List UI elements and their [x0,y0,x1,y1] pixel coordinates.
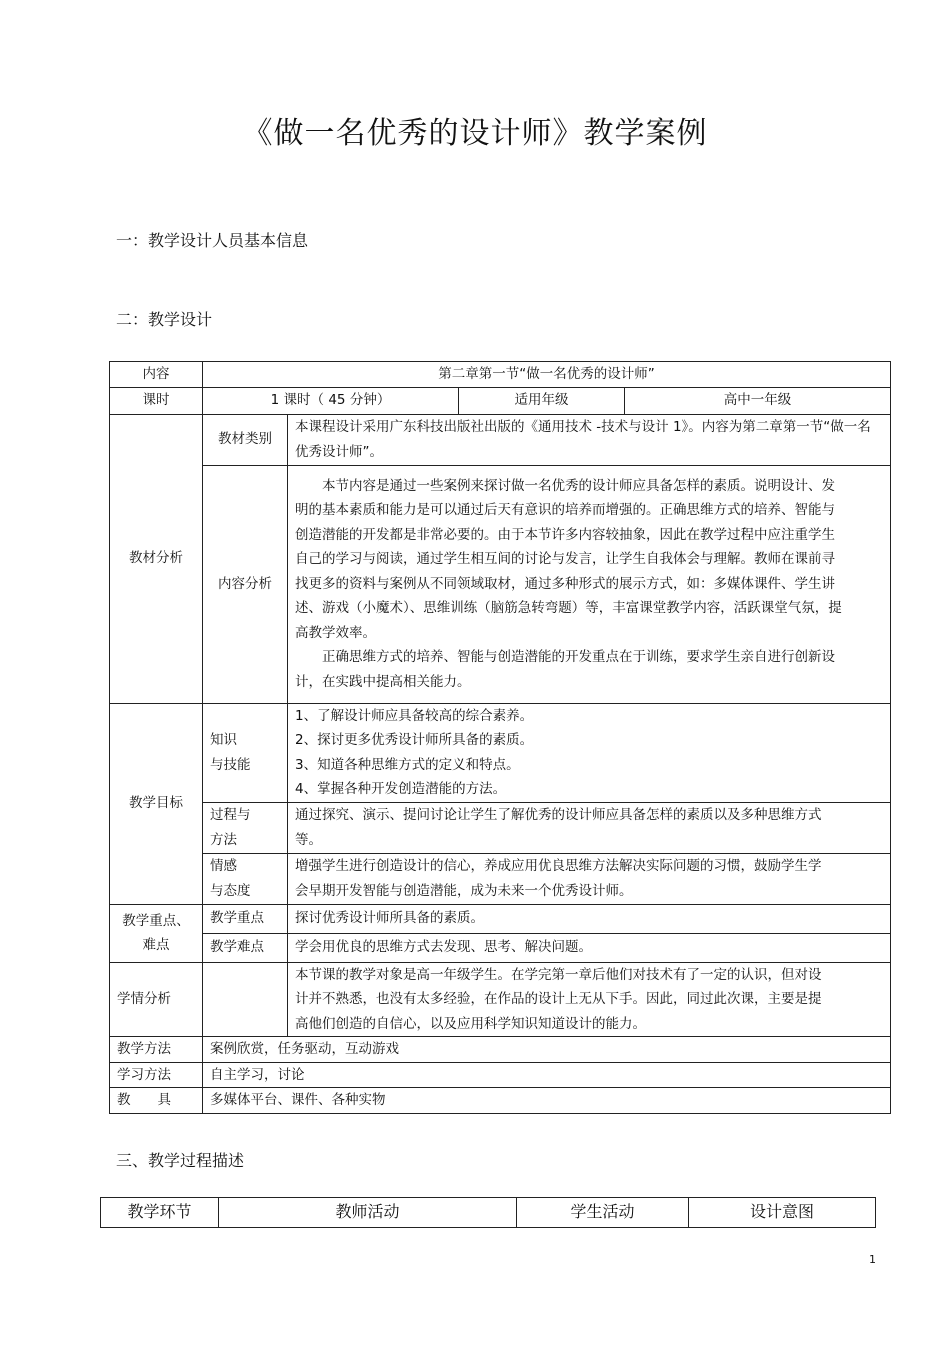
diff-label: 教学难点 [203,933,288,962]
goals-label: 教学目标 [110,703,203,904]
content-value: 第二章第一节“做一名优秀的设计师” [203,362,891,388]
content-analysis-cell [288,465,891,703]
material-type-label: 教材类别 [203,414,288,465]
knowledge-label-line-1: 知识 [210,732,237,748]
row-learn [110,1062,891,1088]
grade-value: 高中一年级 [625,387,891,414]
key-diff-label-line-2: 难点 [142,937,170,953]
process-header-teacher: 教师活动 [219,1198,517,1228]
process-table-header-row [101,1198,876,1228]
row-hours [110,387,891,414]
page-title: 《做一名优秀的设计师》教学案例 [242,116,708,151]
row-material-type [110,414,891,465]
row-method [110,1037,891,1063]
knowledge-item: 3、知道各种思维方式的定义和特点。 [295,756,520,773]
row-process [110,802,891,853]
row-content-analysis [110,465,891,703]
content-analysis-paragraph-2: 正确思维方式的培养、智能与创造潜能的开发重点在于训练，要求学生亲自进行创新设计，在实践中提高相关能力。 [295,649,835,690]
tools-label: 教 具 [110,1088,203,1114]
knowledge-list [288,703,891,802]
student-empty-cell [203,962,288,1037]
row-content [110,362,891,388]
key-diff-label-line-1: 教学重点、 [122,912,190,929]
process-label-line-2: 方法 [210,831,237,848]
process-value: 通过探究、演示、提问讨论让学生了解优秀的设计师应具备怎样的素质以及多种思维方式等。 [288,802,891,853]
method-value: 案例欣赏，任务驱动，互动游戏 [203,1037,891,1063]
page-number: 1 [869,1253,876,1266]
student-label: 学情分析 [110,962,203,1037]
content-analysis-label: 内容分析 [203,465,288,703]
row-student [110,962,891,1037]
diff-value: 学会用优良的思维方式去发现、思考、解决问题。 [288,933,891,962]
section-heading-2: 二：教学设计 [116,310,213,329]
design-table [109,361,891,1114]
material-analysis-label: 教材分析 [110,414,203,703]
learn-label: 学习方法 [110,1062,203,1088]
section-heading-3: 三、教学过程描述 [116,1151,245,1170]
process-table [100,1197,876,1228]
process-header-student: 学生活动 [517,1198,689,1228]
row-key-point [110,904,891,933]
content-analysis-paragraph-1: 本节内容是通过一些案例来探讨做一名优秀的设计师应具备怎样的素质。说明设计、发明的基本素质和能力是可以通过后天有意识的培养而增强的。正确思维方式的培养、智能与创造潜能的开发都是非常必要的。由于本节许多内容较抽象，因此在教学过程中应注重学生自己的学习与阅读，通过学生相互间的讨论与发言，让学生自我体会与理解。教师在课前寻找更多的资料与案例从不同领域取材，通过多种形式的展示方式，如：多媒体课件、学生讲述、游戏（小魔术）、思维训练（脑筋急转弯题）等，丰富课堂教学内容，活跃课堂气氛，提高教学效率。 [295,477,842,641]
emotion-label-line-2: 与态度 [210,882,251,899]
key-diff-label [110,904,203,962]
process-header-stage: 教学环节 [101,1198,219,1228]
knowledge-label [203,703,288,802]
knowledge-label-line-2: 与技能 [210,756,251,773]
emotion-value: 增强学生进行创造设计的信心，养成应用优良思维方法解决实际问题的习惯，鼓励学生学会早期开发智能与创造潜能，成为未来一个优秀设计师。 [288,853,891,904]
hours-value: 1 课时（ 45 分钟） [203,387,459,414]
process-label-line-1: 过程与 [210,807,251,823]
grade-label: 适用年级 [459,387,625,414]
knowledge-item: 2、探讨更多优秀设计师所具备的素质。 [295,732,534,748]
row-difficulty [110,933,891,962]
hours-label: 课时 [110,387,203,414]
material-type-value: 本课程设计采用广东科技出版社出版的《通用技术 -技术与设计 1》。内容为第二章第一节“做一名优秀设计师”。 [288,414,891,465]
key-label: 教学重点 [203,904,288,933]
row-knowledge [110,703,891,802]
row-emotion [110,853,891,904]
emotion-label [203,853,288,904]
section-heading-1: 一：教学设计人员基本信息 [116,231,309,250]
tools-value: 多媒体平台、课件、各种实物 [203,1088,891,1114]
row-tools [110,1088,891,1114]
knowledge-item: 1、了解设计师应具备较高的综合素养。 [295,707,534,724]
knowledge-item: 4、掌握各种开发创造潜能的方法。 [295,781,507,797]
process-label [203,802,288,853]
learn-value: 自主学习，讨论 [203,1062,891,1088]
key-value: 探讨优秀设计师所具备的素质。 [288,904,891,933]
content-label: 内容 [110,362,203,388]
method-label: 教学方法 [110,1037,203,1063]
process-header-intent: 设计意图 [689,1198,876,1228]
emotion-label-line-1: 情感 [210,858,237,874]
student-value: 本节课的教学对象是高一年级学生。在学完第一章后他们对技术有了一定的认识，但对设计并不熟悉，也没有太多经验，在作品的设计上无从下手。因此，同过此次课，主要是提高他们创造的自信心，以及应用科学知识知道设计的能力。 [288,962,891,1037]
